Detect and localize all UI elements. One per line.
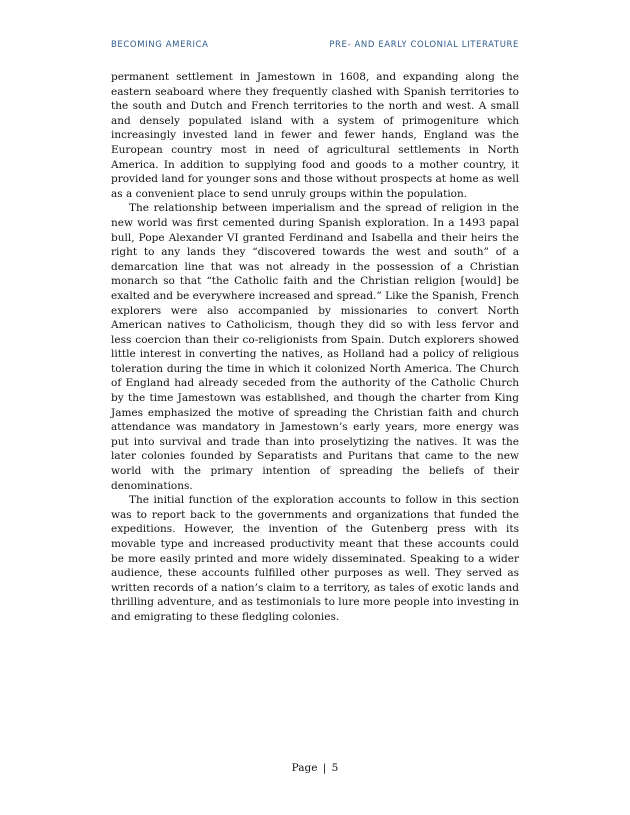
body-text [111, 70, 519, 625]
paragraph-continued: permanent settlement in Jamestown in 1608, and expanding along the eastern seaboard where they frequently clashed with Spanish territories to the south and Dutch and French territories to the north and west. A small and densely populated island with a system of primogeniture which increasingly invested land in fewer and fewer hands, England was the European country most in need of agricultural settlements in North America. In addition to supplying food and goods to a mother country, it provided land for younger sons and those without prospects at home as well as a convenient place to send unruly groups within the population. [111, 71, 519, 200]
header-book-title: BECOMING AMERICA [111, 40, 209, 50]
page-label: Page [291, 762, 318, 774]
page-number: 5 [331, 762, 339, 774]
page-footer [0, 762, 630, 774]
header-section-title: PRE- AND EARLY COLONIAL LITERATURE [329, 40, 519, 50]
running-header [111, 40, 519, 50]
page-separator: | [322, 762, 327, 774]
paragraph-religion: The relationship between imperialism and the spread of religion in the new world was first cemented during Spanish exploration. In a 1493 papal bull, Pope Alexander VI granted Ferdinand and Isabella and their heirs the right to any lands they “discovered towards the west and south” of a demarcation line that was not already in the possession of a Christian monarch so that “the Catholic faith and the Christian religion [would] be exalted and be everywhere increased and spread.” Like the Spanish, French explorers were also accompanied by missionaries to convert North American natives to Catholicism, though they did so with less fervor and less coercion than their co-religionists from Spain. Dutch explorers showed little interest in converting the natives, as Holland had a policy of religious toleration during the time in which it colonized North America. The Church of England had already seceded from the authority of the Catholic Church by the time Jamestown was established, and though the charter from King James emphasized the motive of spreading the Christian faith and church attendance was mandatory in Jamestown’s early years, more energy was put into survival and trade than into proselytizing the natives. It was the later colonies founded by Separatists and Puritans that came to the new world with the primary intention of spreading the beliefs of their denominations. [111, 202, 519, 492]
paragraph-accounts: The initial function of the exploration accounts to follow in this section was to report back to the governments and organizations that funded the expeditions. However, the invention of the Gutenberg press with its movable type and increased productivity meant that these accounts could be more easily printed and more widely disseminated. Speaking to a wider audience, these accounts fulfilled other purposes as well. They served as written records of a nation’s claim to a territory, as tales of exotic lands and thrilling adventure, and as testimonials to lure more people into investing in and emigrating to these fledgling colonies. [111, 494, 519, 623]
